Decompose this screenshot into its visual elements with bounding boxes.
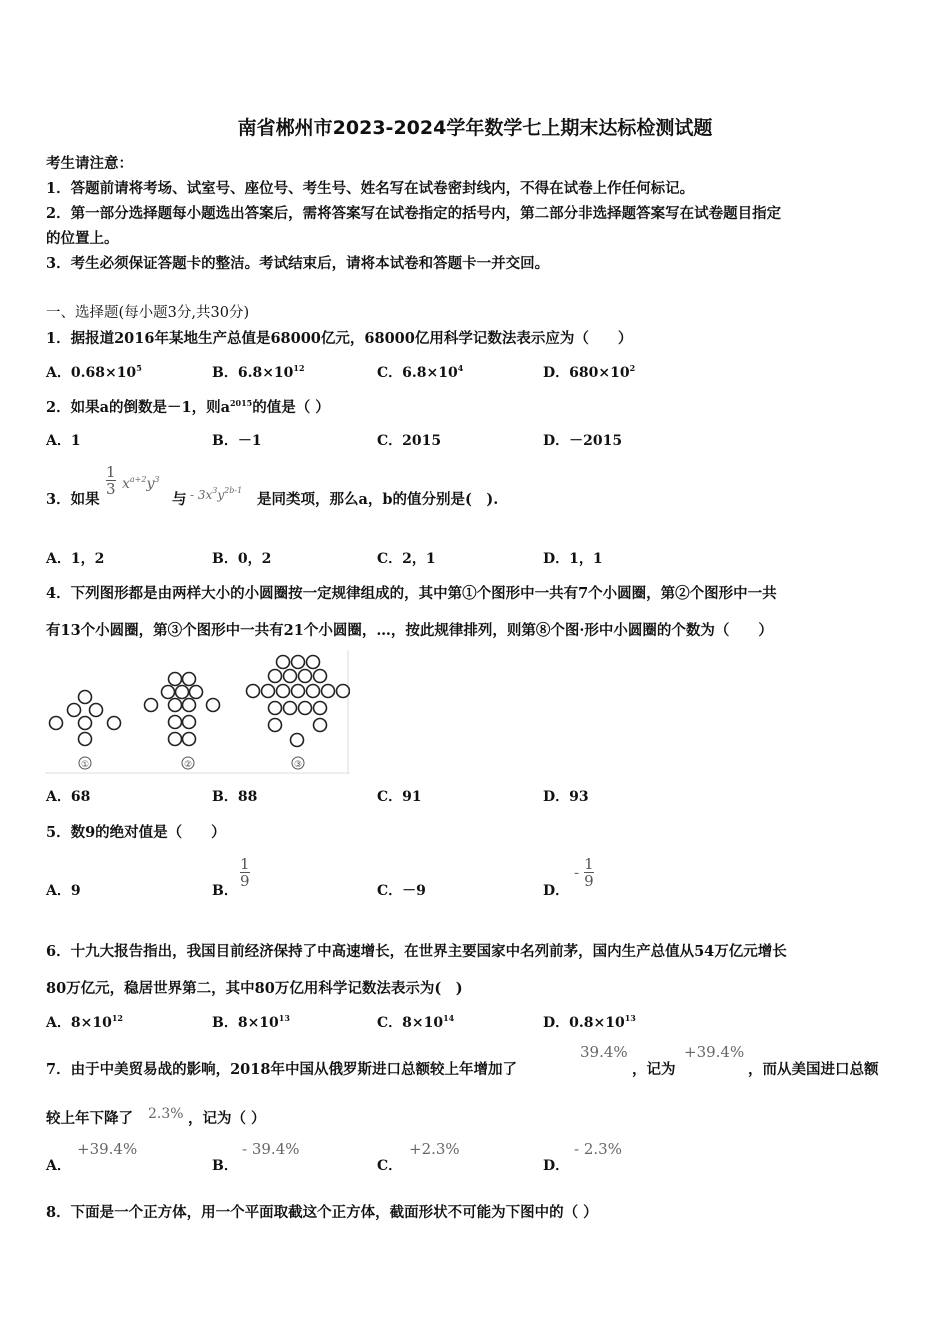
q3-expr2: - $3x^3y^{2b-1}$ bbox=[190, 486, 243, 502]
figure-1-circles bbox=[50, 691, 121, 746]
q7-stem-line1-end: ，而从美国进口总额 bbox=[748, 1061, 879, 1078]
q4-stem-line2: 有13个小圆圈，第③个图形中一共有21个小圆圈，…，按此规律排列，则第⑧个图·形中小圆圈的个数为（ ） bbox=[46, 622, 773, 639]
q4-option-b: B．88 bbox=[212, 789, 258, 805]
q3-with: 与 bbox=[172, 491, 187, 508]
notice-item-2-cont: 的位置上。 bbox=[46, 230, 119, 247]
q7-stem-line2-end: ，记为（ ） bbox=[188, 1110, 266, 1127]
q4-stem-line1: 4．下列图形都是由两样大小的小圆圈按一定规律组成的，其中第①个图形中一共有7个小圆圈，第②个图形中一共 bbox=[46, 585, 777, 602]
q7-option-b: B． bbox=[212, 1158, 238, 1174]
q7-option-a: A． bbox=[46, 1158, 71, 1174]
q2-option-c: C．2015 bbox=[377, 433, 442, 449]
q7-value-plus: +39.4% bbox=[684, 1043, 745, 1061]
q3-expr1: $x^{a+2}y^3$ bbox=[122, 475, 160, 492]
q2-stem: 2．如果a的倒数是－1，则$a^{2015}$的值是（ ） bbox=[46, 398, 330, 416]
q5-option-d-fraction: - $\frac{1}{9}$ bbox=[574, 855, 594, 890]
q5-option-d: D． bbox=[543, 883, 570, 899]
q1-option-d: D．$680\times 10^2$ bbox=[543, 363, 636, 381]
q6-option-d: D．$0.8\times 10^{13}$ bbox=[543, 1013, 636, 1031]
q1-option-a: A．$0.68\times 10^5$ bbox=[46, 363, 142, 381]
figure-2-circles bbox=[145, 673, 220, 746]
q7-option-a-value: +39.4% bbox=[77, 1140, 138, 1158]
notice-heading: 考生请注意： bbox=[46, 155, 133, 172]
q7-value-increase: 39.4% bbox=[580, 1043, 628, 1061]
notice-item-2: 2．第一部分选择题每小题选出答案后，需将答案写在试卷指定的括号内，第二部分非选择题答案写在试卷题目指定 bbox=[46, 205, 782, 222]
figure-label-3: ③ bbox=[293, 760, 303, 770]
q4-option-c: C．91 bbox=[377, 789, 422, 805]
q6-option-b: B．$8\times 10^{13}$ bbox=[212, 1013, 290, 1031]
q3-option-d: D．1，1 bbox=[543, 551, 603, 567]
figure-3-circles bbox=[247, 656, 350, 747]
q2-option-a: A．1 bbox=[46, 433, 81, 449]
q7-option-d: D． bbox=[543, 1158, 570, 1174]
q5-option-c: C．－9 bbox=[377, 883, 426, 899]
q6-option-a: A．$8\times 10^{12}$ bbox=[46, 1013, 123, 1031]
q8-stem: 8．下面是一个正方体，用一个平面取截这个正方体，截面形状不可能为下图中的（ ） bbox=[46, 1204, 598, 1221]
q7-option-d-value: - 2.3% bbox=[574, 1140, 622, 1158]
q3-option-a: A．1，2 bbox=[46, 551, 105, 567]
q5-stem: 5．数9的绝对值是（ ） bbox=[46, 824, 226, 841]
circle-pattern-figure bbox=[45, 650, 350, 774]
q7-option-b-value: - 39.4% bbox=[242, 1140, 300, 1158]
q5-option-b-fraction: $\frac{1}{9}$ bbox=[240, 855, 250, 890]
q2-option-d: D．－2015 bbox=[543, 433, 623, 449]
q5-option-a: A．9 bbox=[46, 883, 81, 899]
q3-number: 3．如果 bbox=[46, 491, 100, 508]
q5-option-b: B． bbox=[212, 883, 238, 899]
q3-option-c: C．2，1 bbox=[377, 551, 436, 567]
q1-option-c: C．$6.8\times 10^4$ bbox=[377, 363, 464, 381]
q1-stem: 1．据报道2016年某地生产总值是68000亿元，68000亿用科学记数法表示应为（ ） bbox=[46, 330, 633, 347]
figure-label-1: ① bbox=[80, 760, 90, 770]
q7-option-c-value: +2.3% bbox=[409, 1140, 460, 1158]
q4-option-a: A．68 bbox=[46, 789, 91, 805]
notice-item-1: 1．答题前请将考场、试室号、座位号、考生号、姓名写在试卷密封线内，不得在试卷上作任何标记。 bbox=[46, 180, 695, 197]
q7-stem-line2-start: 较上年下降了 bbox=[46, 1110, 133, 1127]
notice-item-3: 3．考生必须保证答题卡的整洁。考试结束后，请将本试卷和答题卡一并交回。 bbox=[46, 255, 550, 272]
q6-option-c: C．$8\times 10^{14}$ bbox=[377, 1013, 455, 1031]
q7-stem-line1-start: 7．由于中美贸易战的影响，2018年中国从俄罗斯进口总额较上年增加了 bbox=[46, 1061, 517, 1078]
figure-label-2: ② bbox=[183, 760, 193, 770]
q6-stem-line1: 6．十九大报告指出，我国目前经济保持了中高速增长，在世界主要国家中名列前茅，国内生产总值从54万亿元增长 bbox=[46, 943, 787, 960]
q4-option-d: D．93 bbox=[543, 789, 589, 805]
q7-value-decrease: 2.3% bbox=[148, 1106, 184, 1122]
page-title: 南省郴州市2023-2024学年数学七上期末达标检测试题 bbox=[237, 117, 713, 139]
q7-option-c: C． bbox=[377, 1158, 403, 1174]
circle-pattern-svg bbox=[45, 650, 350, 774]
q1-option-b: B．$6.8\times 10^{12}$ bbox=[212, 363, 305, 381]
q6-stem-line2: 80万亿元，稳居世界第二，其中80万亿用科学记数法表示为( ) bbox=[46, 980, 463, 997]
q3-option-b: B．0，2 bbox=[212, 551, 272, 567]
q2-option-b: B．－1 bbox=[212, 433, 262, 449]
q7-stem-recorded: ，记为 bbox=[632, 1061, 676, 1078]
section-heading: 一、选择题(每小题3分,共30分) bbox=[46, 305, 250, 321]
q3-stem-end: 是同类项，那么a，b的值分别是( ). bbox=[257, 491, 499, 508]
q3-fraction: $\frac{1}{3}$ bbox=[106, 463, 116, 498]
